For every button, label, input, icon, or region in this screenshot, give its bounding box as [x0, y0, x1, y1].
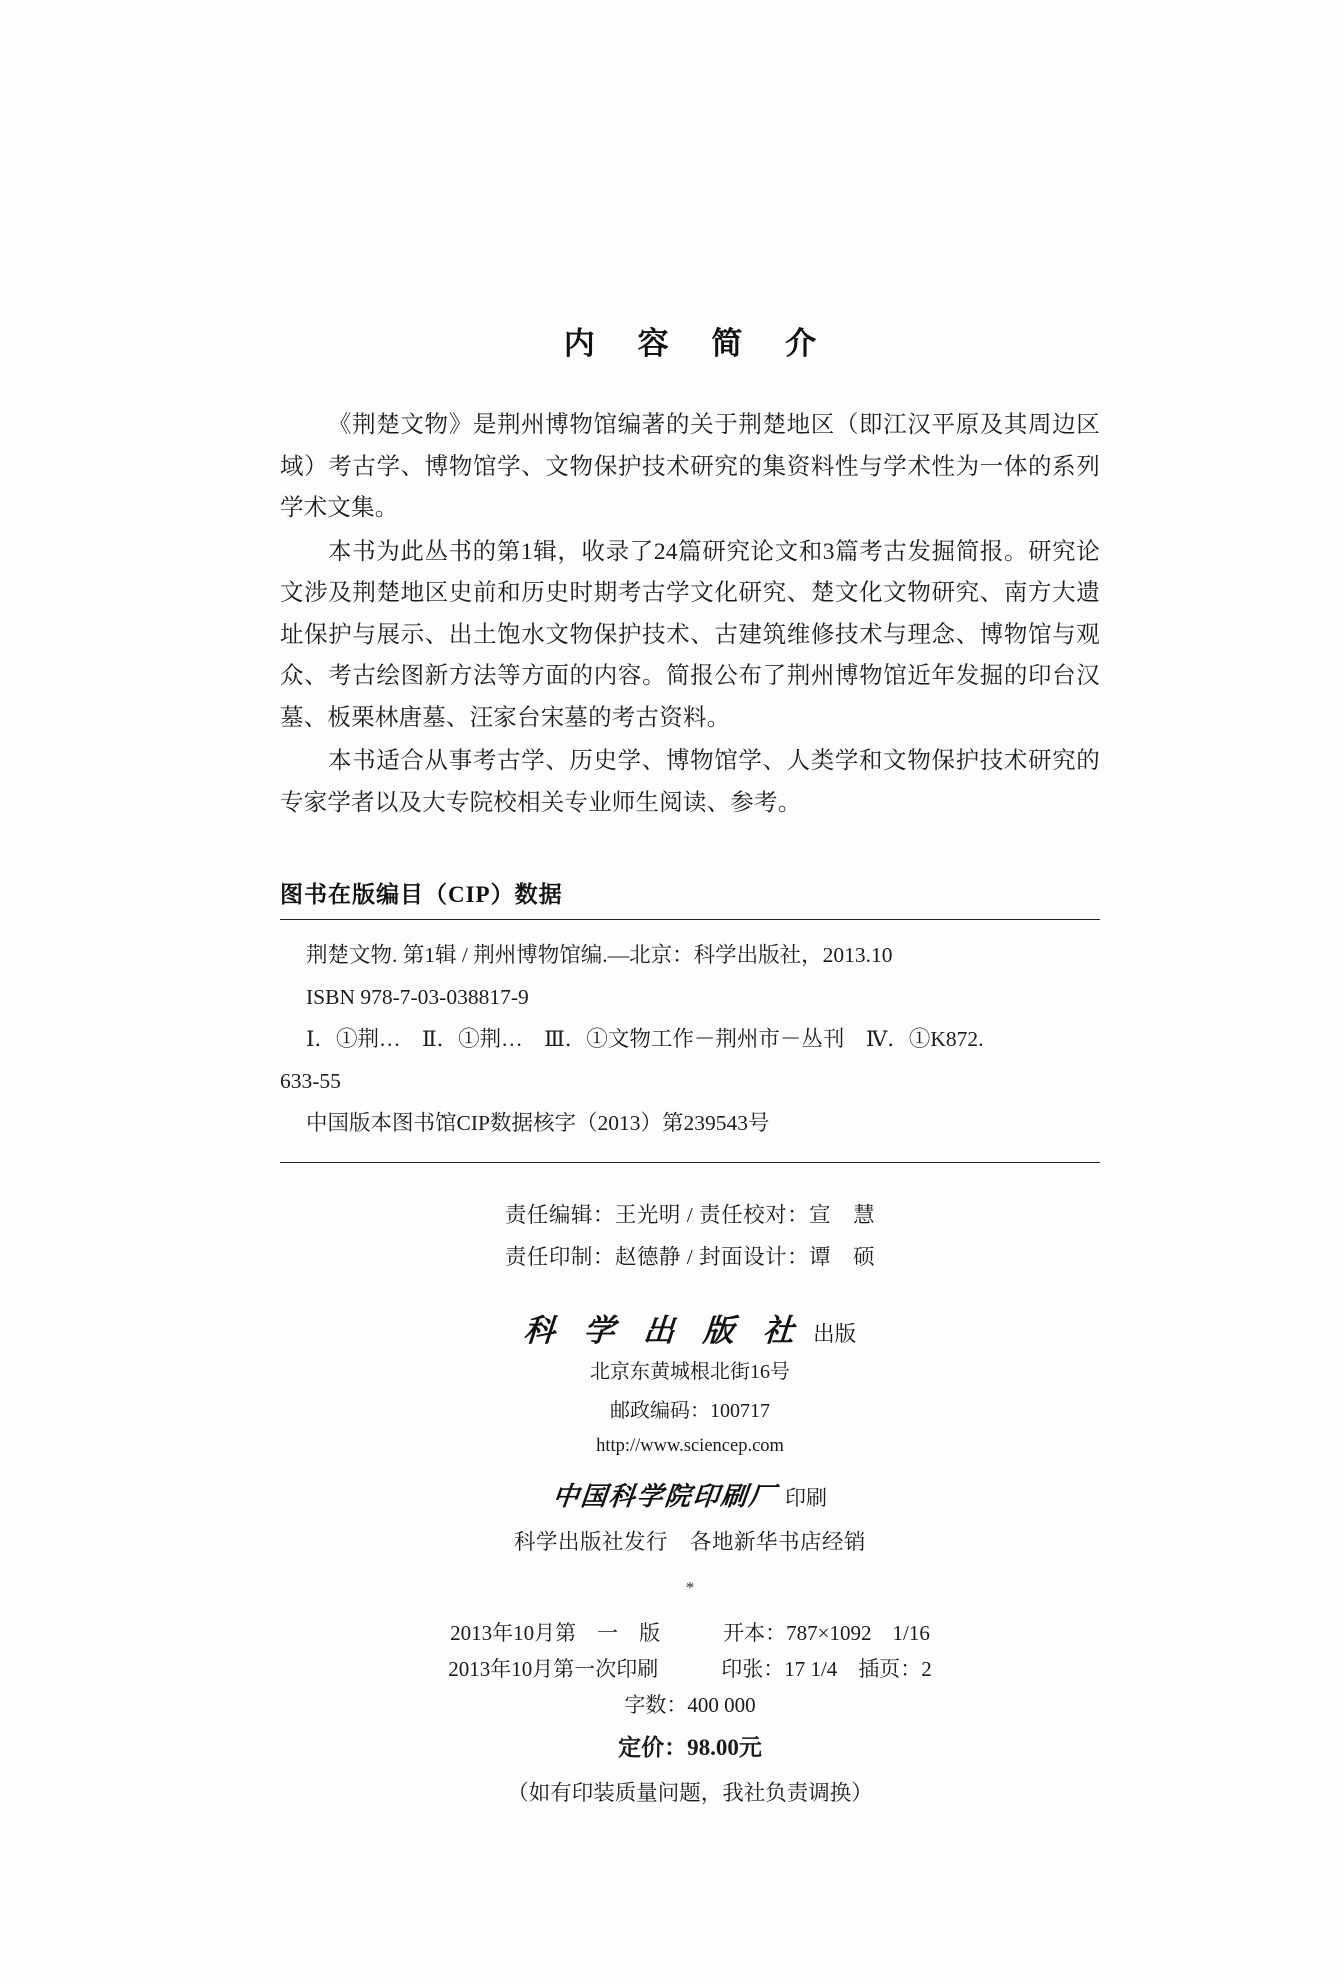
cip-line-title: 荆楚文物. 第1辑 / 荆州博物馆编.—北京：科学出版社，2013.10 — [306, 943, 893, 967]
credits-editor-line: 责任编辑：王光明 / 责任校对：宣 慧 — [504, 1203, 876, 1227]
imprint-wordcount: 字数：400 000 — [624, 1692, 756, 1717]
price-line — [280, 1727, 1100, 1769]
imprint-edition-row: 2013年10月第 一 版 开本：787×1092 1/16 — [450, 1620, 930, 1645]
separator-asterisk: * — [685, 1577, 695, 1597]
publisher-address: 北京东黄城根北街16号 — [590, 1361, 790, 1383]
abstract-section — [280, 405, 1100, 824]
cip-line-classification-cont: 633-55 — [280, 1069, 341, 1093]
cip-line-isbn: ISBN 978-7-03-038817-9 — [306, 985, 529, 1009]
abstract-paragraph: 本书适合从事考古学、历史学、博物馆学、人类学和文物保护技术研究的专家学者以及大专院校相关专业师生阅读、参考。 — [280, 748, 1100, 816]
abstract-paragraph: 《荆楚文物》是荆州博物馆编著的关于荆楚地区（即江汉平原及其周边区域）考古学、博物馆学、文物保护技术研究的集资料性与学术性为一体的系列学术文集。 — [280, 412, 1100, 521]
price-unit: 元 — [738, 1734, 762, 1760]
publisher-postcode: 邮政编码：100717 — [610, 1400, 770, 1422]
imprint-printing-row: 2013年10月第一次印刷 印张：17 1/4 插页：2 — [448, 1656, 932, 1681]
printer-logo: 中国科学院印刷厂 — [551, 1482, 779, 1512]
cip-line-classification: Ⅰ．①荆… Ⅱ．①荆… Ⅲ．①文物工作－荆州市－丛刊 Ⅳ．①K872. — [306, 1027, 984, 1051]
publisher-suffix: 出版 — [813, 1322, 857, 1346]
price-value: 98.00 — [687, 1734, 739, 1760]
cip-bottom-divider — [280, 1162, 1100, 1163]
credits-printing-line: 责任印制：赵德静 / 封面设计：谭 硕 — [504, 1245, 876, 1269]
printer-line — [280, 1476, 1100, 1513]
distribution-line: 科学出版社发行 各地新华书店经销 — [513, 1530, 866, 1554]
printer-suffix: 印刷 — [785, 1486, 827, 1510]
imprint-section — [280, 1615, 1100, 1813]
cip-body — [280, 920, 1100, 1156]
publisher-section — [280, 1305, 1100, 1598]
quality-note: （如有印装质量问题，我社负责调换） — [507, 1780, 873, 1805]
page-content — [280, 318, 1100, 1813]
price-label: 定价： — [618, 1734, 688, 1760]
publisher-name-line — [280, 1305, 1100, 1350]
cip-section — [280, 876, 1100, 1163]
credits-section — [280, 1197, 1100, 1275]
page-title: 内 容 简 介 — [563, 326, 833, 362]
science-press-logo: 科 学 出 版 社 — [522, 1313, 805, 1349]
cip-title: 图书在版编目（CIP）数据 — [280, 882, 563, 907]
publisher-url: http://www.sciencep.com — [596, 1436, 784, 1456]
cip-line-number: 中国版本图书馆CIP数据核字（2013）第239543号 — [306, 1111, 770, 1135]
abstract-paragraph: 本书为此丛书的第1辑，收录了24篇研究论文和3篇考古发掘简报。研究论文涉及荆楚地区史前和历史时期考古学文化研究、楚文化文物研究、南方大遗址保护与展示、出土饱水文物保护技术、古建筑维修技术与理念、博物馆与观众、考古绘图新方法等方面的内容。简报公布了荆州博物馆近年发掘的印台汉墓、板栗林唐墓、汪家台宋墓的考古资料。 — [280, 538, 1100, 731]
